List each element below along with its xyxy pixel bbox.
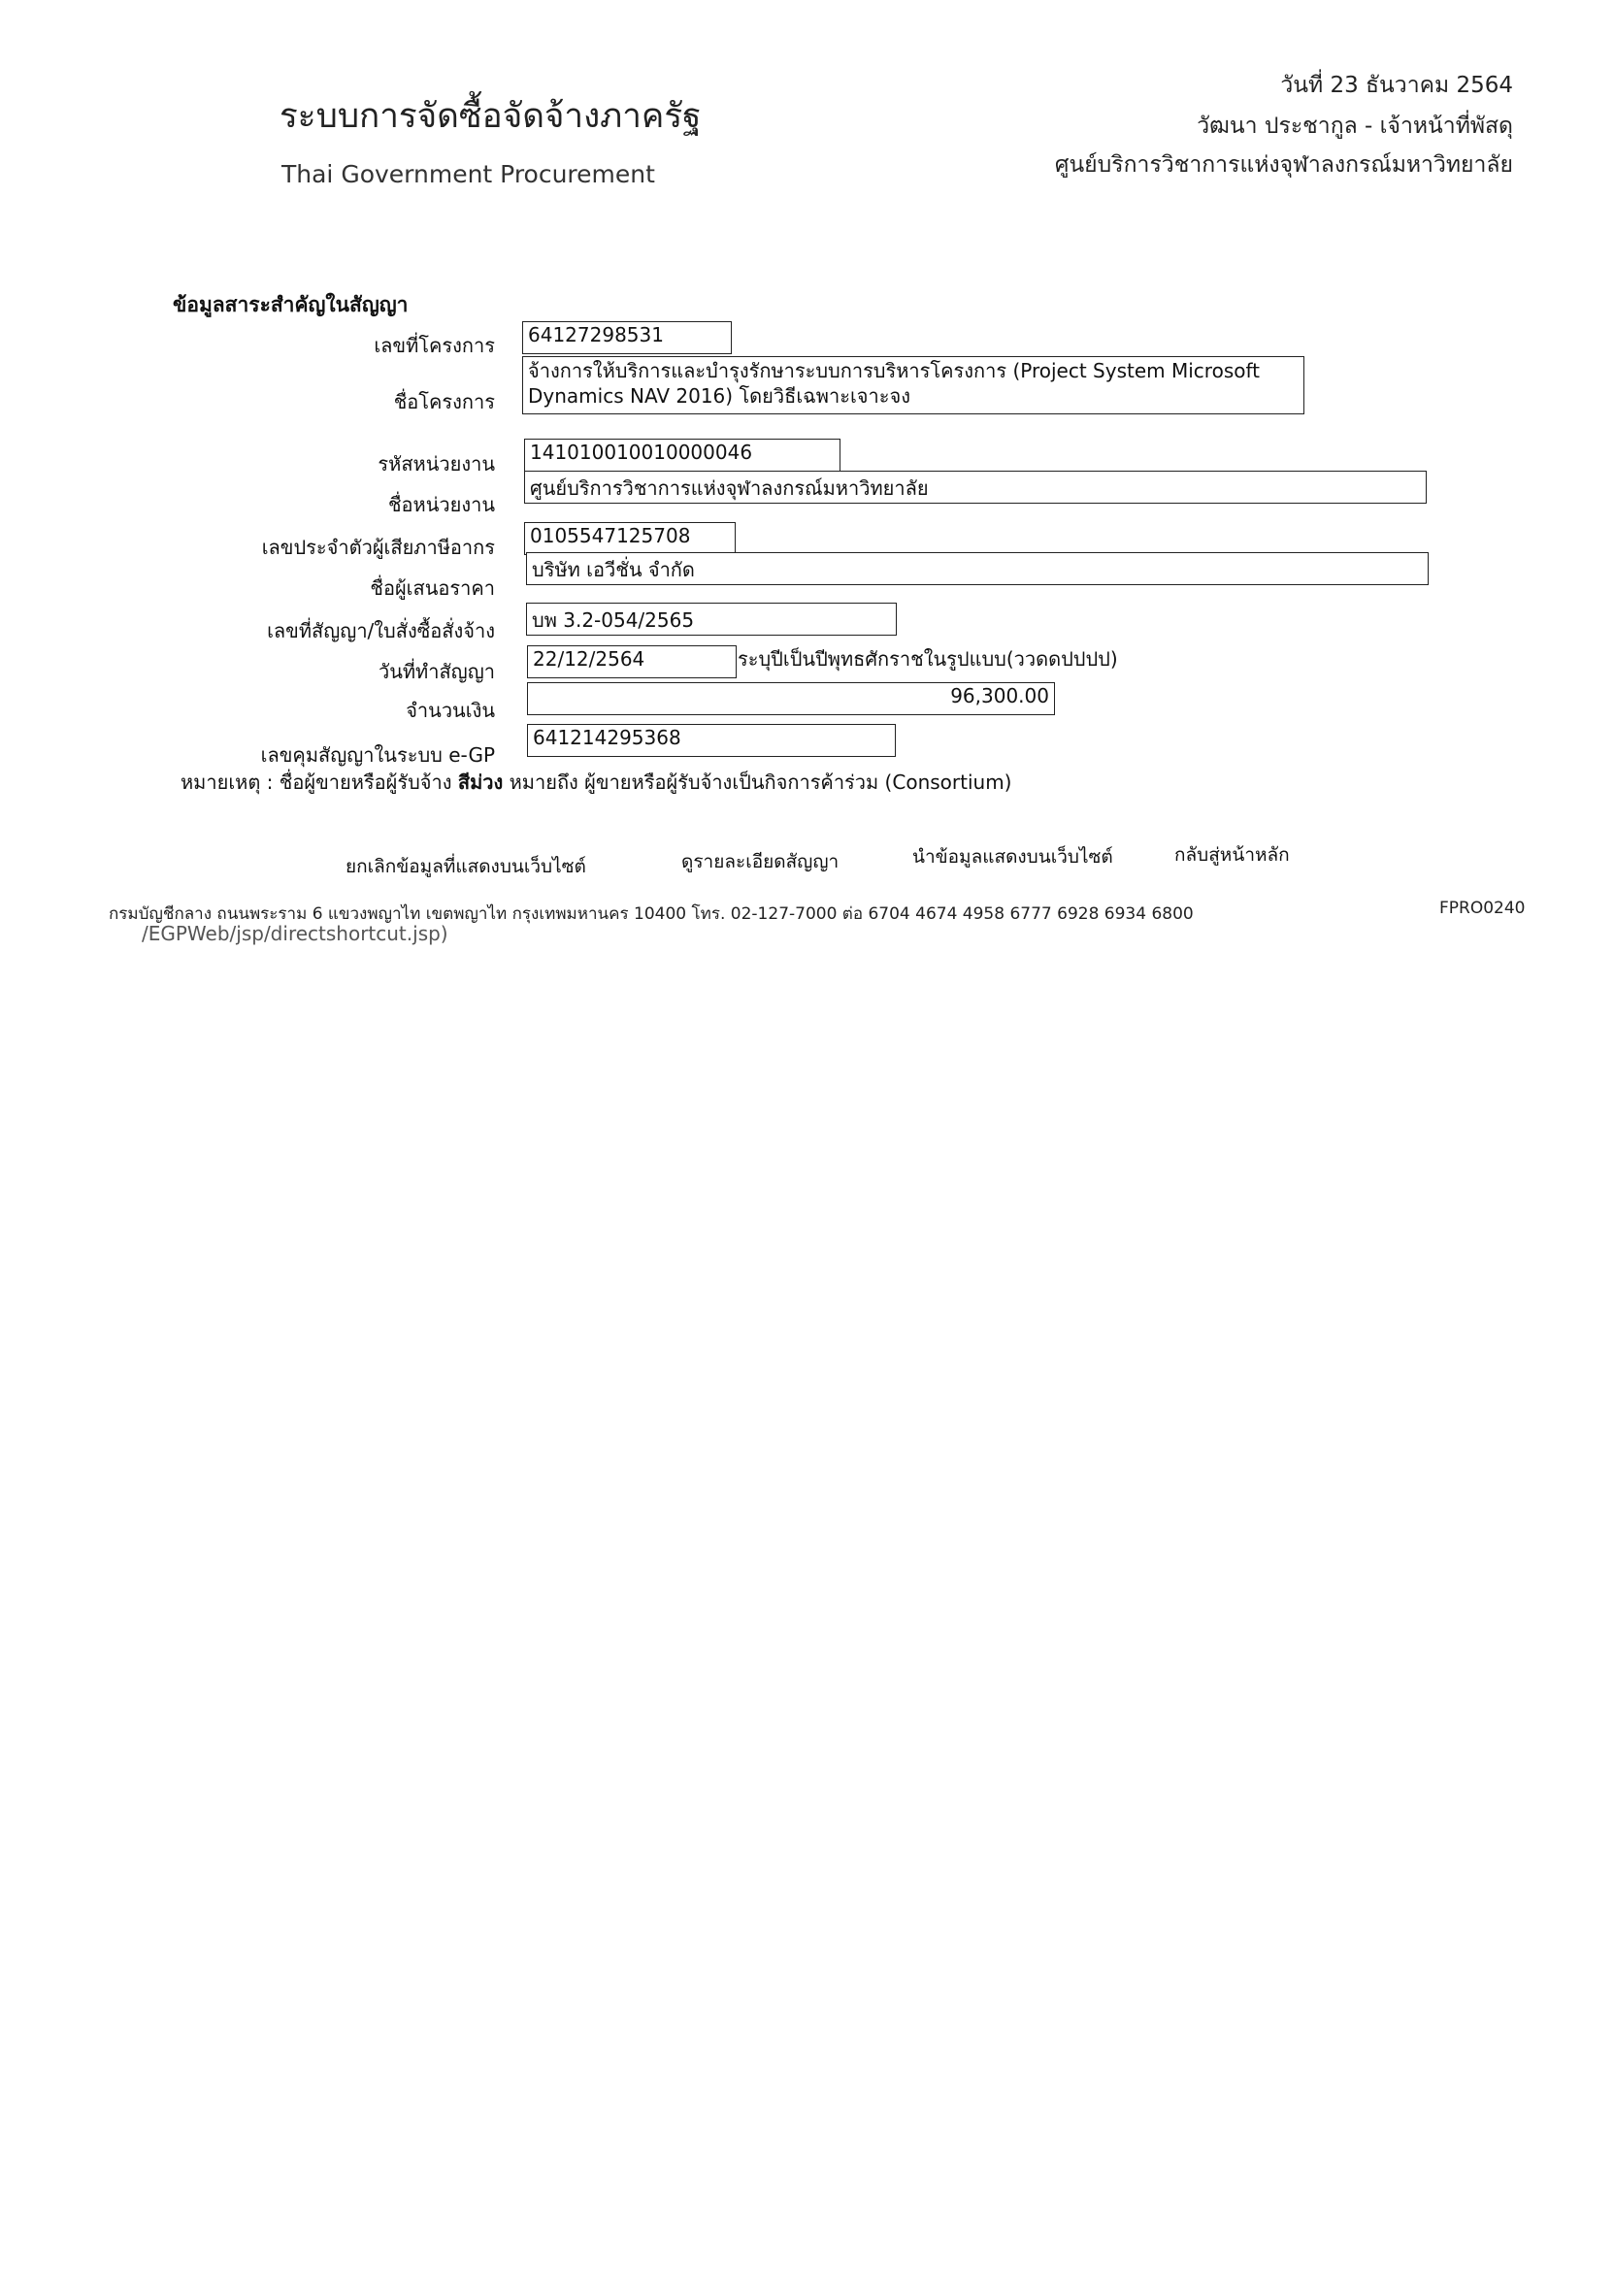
project-name-label: ชื่อโครงการ <box>393 390 495 413</box>
section-title: ข้อมูลสาระสำคัญในสัญญา <box>173 293 409 316</box>
agency-code-field[interactable]: 141010010010000046 <box>524 439 840 472</box>
contract-date-label: วันที่ทำสัญญา <box>378 660 495 683</box>
agency-name-field[interactable]: ศูนย์บริการวิชาการแห่งจุฬาลงกรณ์มหาวิทยาลัย <box>524 471 1427 504</box>
footer-address: กรมบัญชีกลาง ถนนพระราม 6 แขวงพญาไท เขตพญาไท กรุงเทพมหานคร 10400 โทร. 02-127-7000 ต่อ 6704 4674 4958 6777 6928 6934 6800 <box>109 904 1194 924</box>
tax-id-label: เลขประจำตัวผู้เสียภาษีอากร <box>261 536 495 559</box>
view-contract-link[interactable]: ดูรายละเอียดสัญญา <box>681 851 840 872</box>
print-date: วันที่ 23 ธันวาคม 2564 <box>1280 73 1513 98</box>
bidder-name-field[interactable]: บริษัท เอวีชั่น จำกัด <box>526 552 1429 585</box>
system-subtitle: Thai Government Procurement <box>281 160 655 188</box>
user-organization: ศูนย์บริการวิชาการแห่งจุฬาลงกรณ์มหาวิทยาลัย <box>1054 152 1513 178</box>
project-name-field[interactable]: จ้างการให้บริการและบำรุงรักษาระบบการบริหารโครงการ (Project System Microsoft Dynamics NAV 2016) โดยวิธีเฉพาะเจาะจง <box>522 356 1304 414</box>
contract-no-label: เลขที่สัญญา/ใบสั่งซื้อสั่งจ้าง <box>267 619 495 642</box>
user-name: วัฒนา ประชากูล - เจ้าหน้าที่พัสดุ <box>1197 114 1513 139</box>
egp-control-no-field[interactable]: 641214295368 <box>527 724 896 757</box>
consortium-note <box>181 767 1011 798</box>
project-no-field[interactable]: 64127298531 <box>522 321 732 354</box>
agency-code-label: รหัสหน่วยงาน <box>378 452 495 476</box>
back-home-link[interactable]: กลับสู่หน้าหลัก <box>1174 844 1290 866</box>
note-highlight: สีม่วง <box>457 771 504 794</box>
bidder-name-label: ชื่อผู้เสนอราคา <box>370 576 495 600</box>
page-code: FPRO0240 <box>1439 899 1526 918</box>
project-no-label: เลขที่โครงการ <box>374 334 495 357</box>
system-title: ระบบการจัดซื้อจัดจ้างภาครัฐ <box>280 97 702 136</box>
egp-control-no-label: เลขคุมสัญญาในระบบ e-GP <box>260 743 495 767</box>
cancel-display-link[interactable]: ยกเลิกข้อมูลที่แสดงบนเว็บไซต์ <box>346 856 586 877</box>
contract-date-field[interactable]: 22/12/2564 <box>527 645 737 678</box>
contract-date-hint: ระบุปีเป็นปีพุทธศักราชในรูปแบบ(ววดดปปปป) <box>738 647 1118 671</box>
note-suffix: หมายถึง ผู้ขายหรือผู้รับจ้างเป็นกิจการค้าร่วม (Consortium) <box>509 771 1012 794</box>
publish-link[interactable]: นำข้อมูลแสดงบนเว็บไซต์ <box>912 846 1113 868</box>
contract-no-field[interactable]: บพ 3.2-054/2565 <box>526 603 897 636</box>
agency-name-label: ชื่อหน่วยงาน <box>387 493 495 516</box>
page-url: /EGPWeb/jsp/directshortcut.jsp) <box>142 922 448 945</box>
note-prefix: หมายเหตุ : ชื่อผู้ขายหรือผู้รับจ้าง <box>181 771 452 794</box>
tax-id-field[interactable]: 0105547125708 <box>524 522 736 555</box>
amount-field[interactable]: 96,300.00 <box>527 682 1055 715</box>
amount-label: จำนวนเงิน <box>406 699 495 722</box>
